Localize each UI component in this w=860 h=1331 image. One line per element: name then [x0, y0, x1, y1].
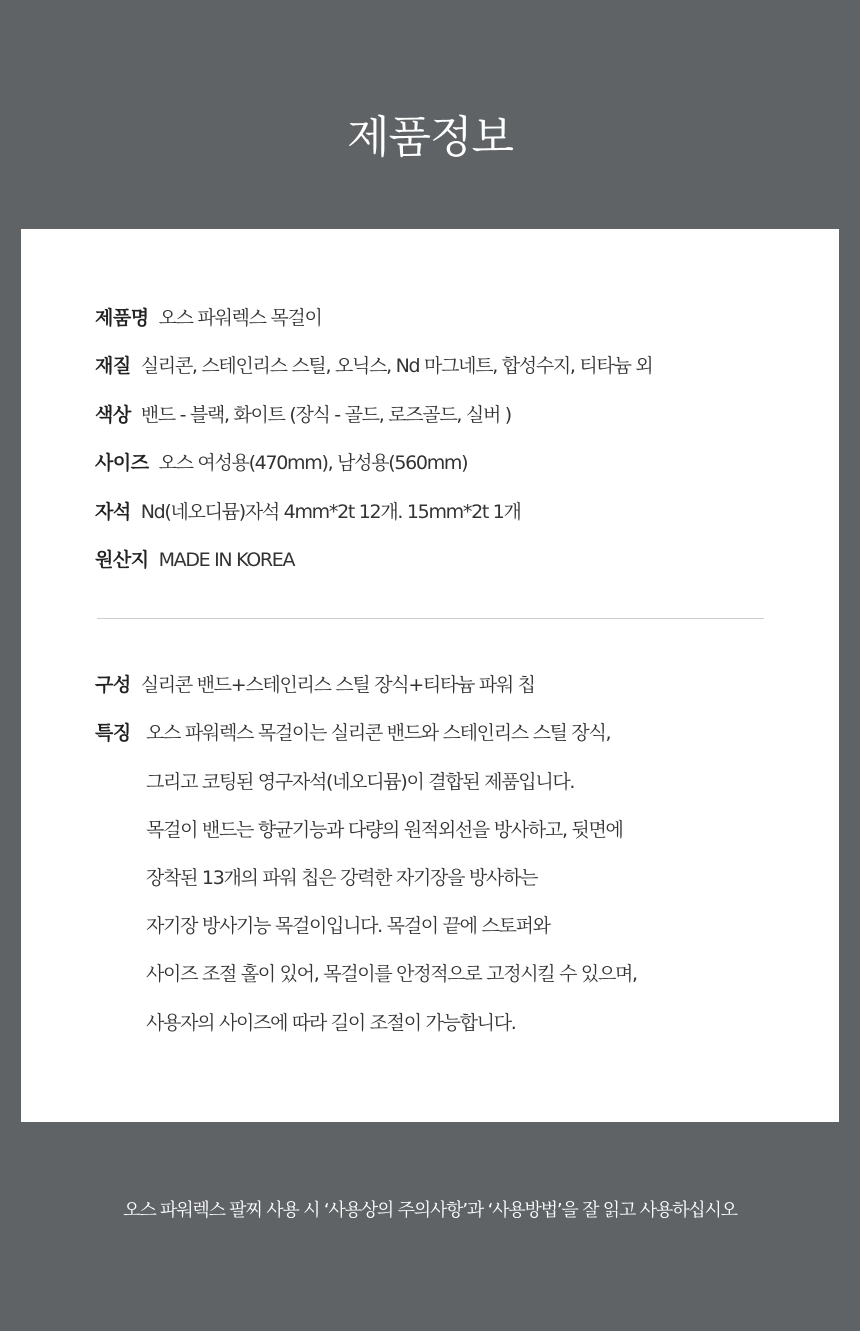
features-line: 사이즈 조절 홀이 있어, 목걸이를 안정적으로 고정시킬 수 있으며,: [146, 963, 637, 986]
spec-row-origin: [95, 545, 795, 593]
spec-row-material: [95, 351, 795, 399]
spec-row-features: [95, 718, 795, 1055]
spec-row-magnet: [95, 497, 795, 545]
spec-row-product-name: [95, 303, 795, 351]
spec-row-composition: [95, 670, 795, 718]
composition-label: 구성: [95, 674, 131, 696]
features-line: 자기장 방사기능 목걸이입니다. 목걸이 끝에 스토퍼와: [146, 915, 550, 938]
spec-label: 제품명: [95, 307, 149, 329]
spec-label: 자석: [95, 500, 131, 523]
spec-row-size: [95, 448, 795, 496]
spec-value: 오스 파워렉스 목걸이: [158, 307, 322, 329]
spec-row-color: [95, 400, 795, 448]
description-section: [95, 670, 795, 1056]
usage-notice: 오스 파워렉스 팔찌 사용 시 ‘사용상의 주의사항’과 ‘사용방법’을 잘 읽고 사용하십시오: [123, 1200, 737, 1221]
composition-value: 실리콘 밴드+스테인리스 스틸 장식+티타늄 파워 칩: [140, 674, 535, 696]
spec-label: 색상: [95, 403, 131, 426]
page-title: 제품정보: [346, 112, 513, 163]
spec-label: 재질: [95, 355, 131, 378]
spec-value: 실리콘, 스테인리스 스틸, 오닉스, Nd 마그네트, 합성수지, 티타늄 외: [140, 355, 653, 378]
spec-value: 오스 여성용(470mm), 남성용(560mm): [158, 452, 468, 475]
spec-value: 밴드 - 블랙, 화이트 (장식 - 골드, 로즈골드, 실버 ): [140, 403, 511, 426]
features-line: 오스 파워렉스 목걸이는 실리콘 밴드와 스테인리스 스틸 장식,: [146, 722, 611, 745]
features-line: 장착된 13개의 파워 칩은 강력한 자기장을 방사하는: [146, 866, 538, 889]
features-text: [146, 718, 795, 1055]
spec-value: Nd(네오디뮴)자석 4mm*2t 12개. 15mm*2t 1개: [140, 500, 521, 523]
spec-list: [95, 303, 795, 593]
section-divider: [97, 618, 764, 619]
features-label: 특징: [95, 722, 131, 745]
features-line: 그리고 코팅된 영구자석(네오디뮴)이 결합된 제품입니다.: [146, 770, 575, 793]
spec-label: 사이즈: [95, 452, 149, 475]
spec-value: MADE IN KOREA: [158, 548, 295, 571]
features-line: 사용자의 사이즈에 따라 길이 조절이 가능합니다.: [146, 1011, 516, 1034]
features-line: 목걸이 밴드는 향균기능과 다량의 원적외선을 방사하고, 뒷면에: [146, 818, 623, 841]
spec-label: 원산지: [95, 548, 149, 571]
